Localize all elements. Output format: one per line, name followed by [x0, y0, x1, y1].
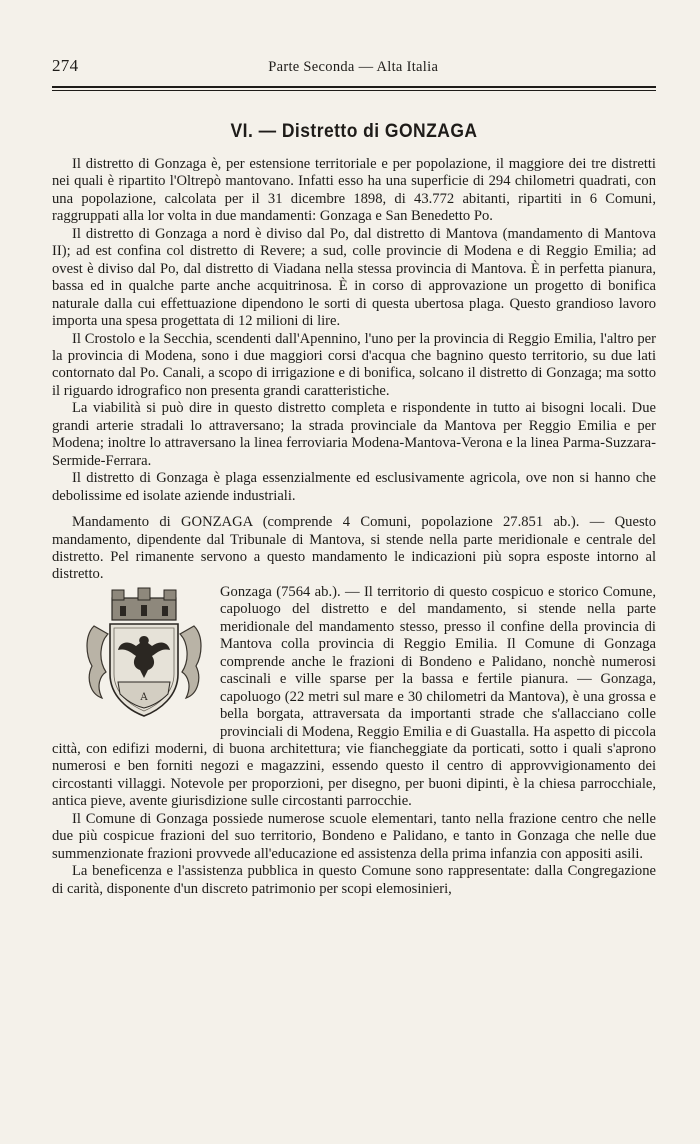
header-rule [52, 86, 656, 88]
coat-of-arms-icon [80, 586, 208, 724]
crest-letter: A [140, 691, 148, 703]
page [52, 56, 656, 898]
page-number: 274 [52, 56, 79, 75]
mandamento-lead: Mandamento di GONZAGA [72, 514, 253, 531]
running-title: Parte Seconda — Alta Italia [268, 59, 439, 75]
page-header [52, 56, 656, 78]
section-title: VI. — Distretto di GONZAGA [230, 121, 478, 142]
paragraph-intro: Il distretto di Gonzaga è, per estensione territoriale e per popolazione, il maggiore dei tre distretti nei quali è ripartito l'Oltrepò mantovano. Infatti esso ha una superficie di 294 chilometri quadrati, con una popolazione, calcolata per il 31 dicembre 1898, di 43.772 abitanti, ripartiti in 6 Comuni, raggruppati alla lor volta in due mandamenti: Gonzaga e San Benedetto Po. [52, 156, 656, 225]
header-rule-thin [52, 90, 656, 91]
gonzaga-block [52, 584, 656, 811]
paragraph-mandamento [52, 514, 656, 584]
mandamento-text: (comprende 4 Comuni, popolazione 27.851 ab.). — Questo mandamento, dipendente dal Tribunale di Mantova, si stende nella parte meridionale e centrale del distretto. Pel rimanente servono a questo mandamento le indicazioni più sopra esposte intorno al distretto. [52, 514, 656, 583]
paragraph-borders: Il distretto di Gonzaga a nord è diviso dal Po, dal distretto di Mantova (mandamento di Mantova II); ad est confina col distretto di Revere; a sud, colle provincie di Modena e di Reggio Emilia; ad ovest è diviso dal Po, dal distretto di Viadana nella stessa provincia di Mantova. È in perfetta pianura, bassa ed in qualche parte anche acquitrinosa. È in corso di approvazione un progetto di bonifica naturale dalla cui effettuazione dipendono le sorti di questa ubertosa plaga. Questo grandioso lavoro importa una spesa progettata di 12 milioni di lire. [52, 225, 656, 330]
paragraph-agriculture: Il distretto di Gonzaga è plaga essenzialmente ed esclusivamente agricola, ove non si hanno che debolissime ed isolate aziende industriali. [52, 470, 656, 504]
paragraph-rivers: Il Crostolo e la Secchia, scendenti dall'Apennino, l'uno per la provincia di Reggio Emilia, l'altro per la provincia di Modena, sono i due maggiori corsi d'acqua che bagnino questo territorio, su due lati contornato dal Po. Canali, a scopo di irrigazione e di bonifica, solcano il distretto di Gonzaga; ma sotto il riguardo idrografico non presenta grandi caratteristiche. [52, 330, 656, 399]
paragraph-charity: La beneficenza e l'assistenza pubblica in questo Comune sono rappresentate: dalla Congregazione di carità, disponente d'un discreto patrimonio per scopi elemosinieri, [52, 863, 656, 897]
paragraph-gonzaga: Gonzaga (7564 ab.). — Il territorio di questo cospicuo e storico Comune, capoluogo del distretto e del mandamento, si stende nella parte meridionale del mandamento stesso, presso il confine della provincia di Mantova colla provincia di Reggio Emilia. Il Comune di Gonzaga comprende anche le frazioni di Bondeno e Palidano, nonchè numerosi cascinali e ville sparse per la bassa e fertile pianura. — Gonzaga, capoluogo (22 metri sul mare e 30 chilometri da Mantova), è una grossa e bella borgata, attraversata da importanti strade che s'allacciano colle provinciali di Modena, Reggio Emilia e di Guastalla. Ha aspetto di piccola città, con edifizi moderni, di buona architettura; vie fiancheggiate da porticati, sotto i quali s'aprono numerosi e ben forniti negozi e magazzini, essendo questo il centro di approvvigionamento dei circostanti villaggi. Notevole per proporzioni, per disegno, per buoni dipinti, è la chiesa parrocchiale, antica pieve, avente giurisdizione sulle circostanti parrocchie. [52, 583, 656, 810]
paragraph-roads: La viabilità si può dire in questo distretto completa e rispondente in tutto ai bisogni locali. Due grandi arterie stradali lo attraversano; la strada provinciale da Mantova per Reggio Emilia e per Modena; inoltre lo attraversano la linea ferroviaria Modena-Mantova-Verona e la linea Parma-Suzzara-Sermide-Ferrara. [52, 400, 656, 469]
paragraph-schools: Il Comune di Gonzaga possiede numerose scuole elementari, tanto nella frazione centro che nelle due più cospicue frazioni del suo territorio, Bondeno e Palidano, e tanto in Gonzaga che nelle due summenzionate frazioni provvede all'educazione ed assistenza della prima infanzia con appositi asili. [52, 810, 656, 862]
